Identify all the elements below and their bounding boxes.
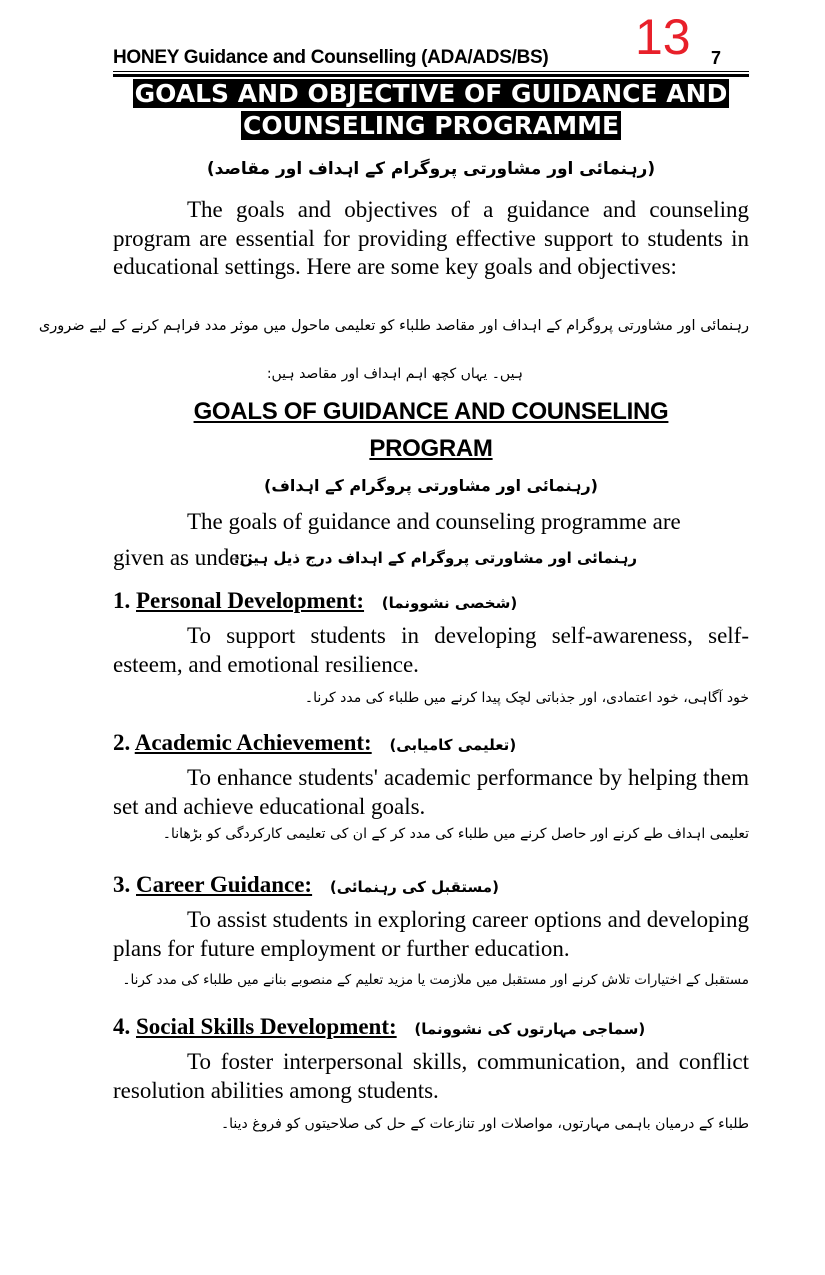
intro-paragraph: The goals and objectives of a guidance and counseling program are essential for providing effective support to students in educational settings. Here are some key goals and objectives: [113,197,749,279]
chapter-title-urdu: (رہنمائی اور مشاورتی پروگرام کے اہداف اور مقاصد) [206,159,656,179]
goal-title-urdu: (شخصی نشوونما) [381,594,518,612]
book-title: HONEY Guidance and Counselling (ADA/ADS/BS) [113,47,549,68]
goal-title-urdu: (مستقبل کی رہنمائی) [329,878,499,896]
goal-heading-personal-development [113,588,749,614]
intro-urdu-line-1: رہنمائی اور مشاورتی پروگرام کے اہداف اور مقاصد طلباء کو تعلیمی ماحول میں موثر مدد فراہم کرنے کے لیے ضروری [38,318,749,334]
goal-description: To assist students in exploring career options and developing plans for future employment or further education. [113,907,749,961]
section-intro-line-1: The goals of guidance and counseling programme are [187,509,681,534]
goal-description: To foster interpersonal skills, communication, and conflict resolution abilities among students. [113,1049,749,1103]
goal-heading-academic-achievement [113,730,749,756]
goal-title-urdu: (تعلیمی کامیابی) [389,736,517,754]
goal-description-urdu: تعلیمی اہداف طے کرنے اور حاصل کرنے میں طلباء کی مدد کر کے ان کی تعلیمی کارکردگی کو بڑھانا۔ [162,826,749,842]
goal-description: To enhance students' academic performance by helping them set and achieve educational goals. [113,765,749,819]
goal-heading-career-guidance [113,872,749,898]
chapter-title [113,78,749,142]
page-number: 7 [711,48,722,68]
chapter-title-line-2: COUNSELING PROGRAMME [242,111,620,140]
goal-title: Career Guidance: [136,872,313,897]
section-title-line-2: PROGRAM [369,435,493,462]
section-intro-english: given as under: [113,545,254,570]
goal-description: To support students in developing self-awareness, self-esteem, and emotional resilience. [113,623,749,677]
running-header [113,9,749,72]
goal-title: Academic Achievement: [134,730,372,755]
header-rule-thick [113,74,749,77]
goal-description-urdu: مستقبل کے اختیارات تلاش کرنے اور مستقبل میں ملازمت یا مزید تعلیم کے منصوبے بنانے میں طلباء کی مدد کرنا۔ [122,972,749,988]
goal-number: 3. [113,872,131,897]
header-rule-thin [113,71,749,72]
goal-number: 4. [113,1014,131,1039]
goal-title: Social Skills Development: [136,1014,397,1039]
section-title-line-1: GOALS OF GUIDANCE AND COUNSELING [193,398,669,425]
goal-heading-social-skills-development [113,1014,749,1040]
goal-number: 1. [113,588,131,613]
page-stamp-number: 13 [635,9,691,65]
goal-title-urdu: (سماجی مہارتوں کی نشوونما) [414,1020,646,1038]
section-intro-urdu: رہنمائی اور مشاورتی پروگرام کے اہداف درج ذیل ہیں: [233,549,637,567]
goal-description-urdu: خود آگاہی، خود اعتمادی، اور جذباتی لچک پیدا کرنے میں طلباء کی مدد کرنا۔ [304,690,749,706]
goal-description-urdu: طلباء کے درمیان باہمی مہارتوں، مواصلات اور تنازعات کے حل کی صلاحیتوں کو فروغ دینا۔ [220,1116,749,1132]
goal-number: 2. [113,730,131,755]
chapter-title-line-1: GOALS AND OBJECTIVE OF GUIDANCE AND [134,79,728,108]
section-intro-line-2 [113,545,749,575]
intro-urdu-line-2: ہیں۔ یہاں کچھ اہم اہداف اور مقاصد ہیں: [266,366,523,382]
goal-title: Personal Development: [136,588,365,613]
section-title-urdu: (رہنمائی اور مشاورتی پروگرام کے اہداف) [264,476,598,495]
